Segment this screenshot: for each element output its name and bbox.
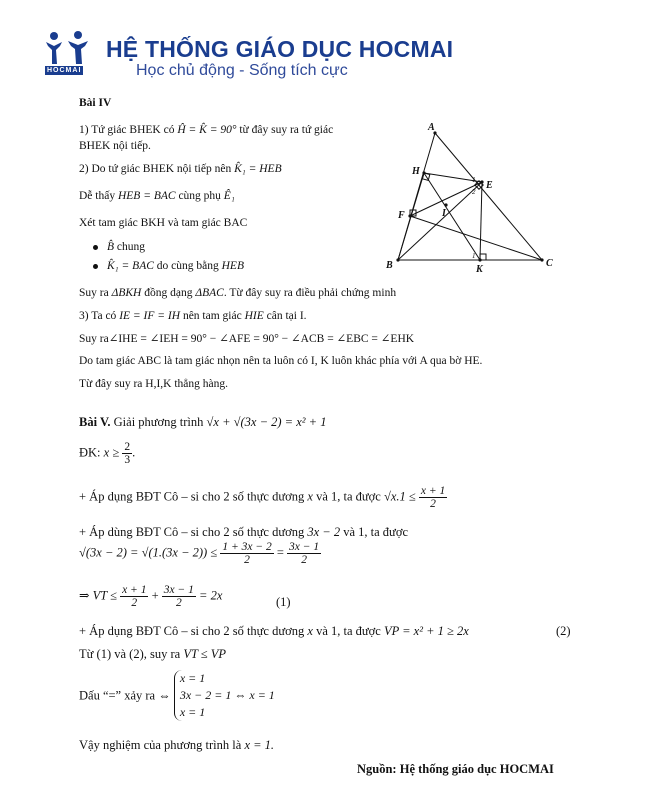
bai5-l3: √(3x − 2) = √(1.(3x − 2)) ≤ $\frac{1 + 3x - 2}{2}$ = $\frac{3x - 1}{2}$	[79, 541, 320, 566]
label-n3: 1	[472, 252, 476, 260]
bai4-p6: 3) Ta có IE = IF = IH nên tam giác HIE cân tại I.	[79, 310, 307, 322]
point-k	[478, 258, 481, 261]
bai5-dk: ĐK: x ≥ $\frac{2}{3}$ .	[79, 441, 136, 466]
bai4-bullet-2: K̂₁ = BAC do cùng bằng HEB	[93, 259, 244, 273]
label-e: E	[486, 180, 493, 191]
point-i	[444, 203, 447, 206]
label-k: K	[476, 264, 483, 275]
label-n2: 2	[472, 188, 476, 196]
point-b	[396, 258, 399, 261]
label-n1: 1	[472, 176, 476, 184]
geometry-figure	[380, 118, 560, 278]
bai5-l2: + Áp dùng BĐT Cô – si cho 2 số thực dương 3x − 2 và 1, ta được	[79, 525, 408, 539]
bai4-bullet-1: B̂ chung	[93, 240, 145, 254]
label-f: F	[398, 210, 405, 221]
bai5-l1: + Áp dụng BĐT Cô – si cho 2 số thực dương x và 1, ta được √x.1 ≤ $\frac{x + 1}{2}$	[79, 485, 446, 510]
bai5-tag-1: (1)	[276, 595, 291, 609]
label-i: I	[442, 208, 446, 219]
point-h	[422, 171, 425, 174]
bai4-p1: 1) Tứ giác BHEK có Ĥ = K̂ = 90° từ đây suy ra tứ giác	[79, 124, 334, 136]
equation-system: x = 1 3x − 2 = 1 ⇔ x = 1 x = 1	[174, 670, 275, 721]
label-h: H	[412, 166, 420, 177]
bai4-title: Bài IV	[79, 97, 112, 109]
bai4-p7: Suy ra∠IHE = ∠IEH = 90° − ∠AFE = 90° − ∠ACB = ∠EBC = ∠EHK	[79, 333, 415, 345]
point-f	[408, 214, 411, 217]
bai5-l7: Dấu “=” xảy ra ⇔ x = 1 3x − 2 = 1 ⇔ x = 1 x = 1	[79, 671, 275, 719]
bai4-p1c: BHEK nội tiếp.	[79, 140, 151, 152]
bai5-l5: + Áp dụng BĐT Cô – si cho 2 số thực dương x và 1, ta được VP = x² + 1 ≥ 2x	[79, 624, 469, 638]
source-note: Nguồn: Hệ thống giáo dục HOCMAI	[357, 762, 554, 776]
brand-slogan: Học chủ động - Sống tích cực	[136, 62, 348, 79]
bai5-tag-2: (2)	[556, 624, 571, 638]
bai5-l6: Từ (1) và (2), suy ra VT ≤ VP	[79, 647, 227, 661]
logo-text: HOCMAI	[47, 67, 82, 74]
bai5-heading: Bài V. Giải phương trình √x + √(3x − 2) = x² + 1	[79, 415, 327, 429]
bai5-l8: Vậy nghiệm của phương trình là x = 1.	[79, 738, 275, 752]
bai4-p8: Do tam giác ABC là tam giác nhọn nên ta luôn có I, K luôn khác phía với A qua bờ HE.	[79, 355, 483, 367]
brand-title: HỆ THỐNG GIÁO DỤC HOCMAI	[106, 36, 454, 62]
label-a: A	[428, 122, 435, 133]
segment-hk	[424, 173, 480, 260]
bai4-p5: Suy ra ΔBKH đồng dạng ΔBAC. Từ đây suy ra điều phải chứng minh	[79, 287, 397, 299]
label-b: B	[386, 260, 393, 271]
label-c: C	[546, 258, 553, 269]
bai4-p2: 2) Do tứ giác BHEK nội tiếp nên K̂₁ = HEB	[79, 163, 282, 175]
bai4-p3: Dễ thấy HEB = BAC cùng phụ Ê₁	[79, 190, 235, 202]
point-e	[480, 180, 483, 183]
segment-ek	[480, 182, 482, 260]
bai4-p9: Từ đây suy ra H,I,K thẳng hàng.	[79, 378, 228, 390]
segment-be	[398, 182, 482, 260]
point-c	[540, 258, 543, 261]
bai4-p4: Xét tam giác BKH và tam giác BAC	[79, 217, 248, 229]
bai5-l4: ⇒ VT ≤ $\frac{x + 1}{2}$ + $\frac{3x - 1}{2}$ = 2x	[79, 584, 223, 609]
logo	[44, 30, 96, 78]
logo-figures-icon	[44, 30, 96, 66]
